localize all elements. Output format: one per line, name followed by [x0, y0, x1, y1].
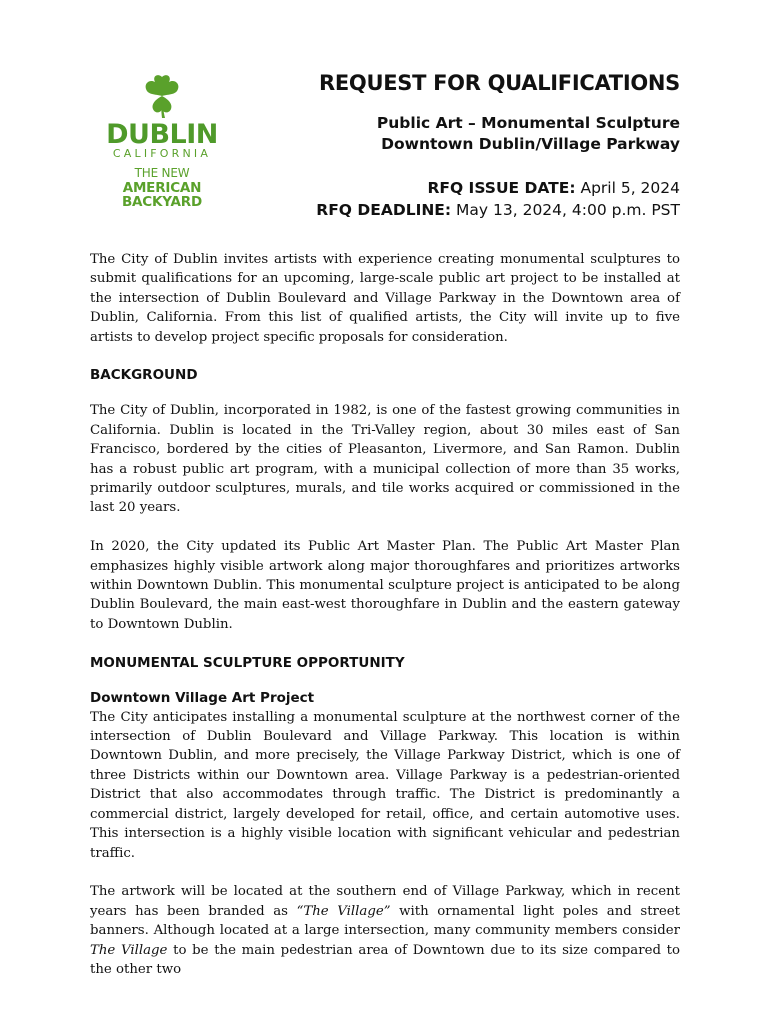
issue-date-value: April 5, 2024	[575, 179, 680, 197]
deadline-value: May 13, 2024, 4:00 p.m. PST	[451, 201, 680, 219]
document-header	[240, 68, 680, 221]
logo-state-name: CALIFORNIA	[112, 147, 212, 160]
emphasis-text: The Village	[90, 942, 168, 958]
subtitle-line: Public Art – Monumental Sculpture	[376, 114, 680, 132]
city-logo	[102, 74, 222, 210]
background-paragraph-2: In 2020, the City updated its Public Art Master Plan. The Public Art Master Plan emphasizes highly visible artwork along major thoroughfares and prioritizes artworks within Downtown Dublin. This monumental sculpture project is anticipated to be along Dublin Boulevard, the main east-west thoroughfare in Dublin and the eastern gateway to Downtown Dublin.	[90, 539, 680, 632]
opportunity-paragraph-2	[90, 882, 680, 979]
logo-tagline-line: AMERICAN	[122, 179, 202, 196]
opportunity-paragraph-1: The City anticipates installing a monumental sculpture at the northwest corner of the intersection of Dublin Boulevard and Village Parkway. This location is within Downtown Dublin, and more precisely, the Village Parkway District, which is one of three Districts within our Downtown area. Village Parkway is a pedestrian-oriented District that also accommodates through traffic. The District is predominantly a commercial district, largely developed for retail, office, and certain automotive uses. This intersection is a highly visible location with significant vehicular and pedestrian traffic.	[90, 709, 680, 861]
section-heading-background: BACKGROUND	[90, 367, 198, 384]
document-body	[90, 250, 680, 979]
deadline	[240, 199, 680, 221]
paragraph-text: with ornamental light poles and street banners. Although located at a large intersection, many community members consider	[90, 903, 680, 939]
subtitle-line: Downtown Dublin/Village Parkway	[381, 135, 680, 153]
background-paragraph-1: The City of Dublin, incorporated in 1982, is one of the fastest growing communities in California. Dublin is located in the Tri-Valley region, about 30 miles east of San Francisco, bordered by the cities of Pleasanton, Livermore, and San Ramon. Dublin has a robust public art program, with a municipal collection of more than 35 works, primarily outdoor sculptures, murals, and tile works acquired or commissioned in the last 20 years.	[90, 403, 680, 516]
deadline-label: RFQ DEADLINE:	[316, 201, 452, 219]
paragraph-text: The artwork will be located at the southern end of Village Parkway, which in recent years has been branded as	[90, 884, 680, 919]
document-title: REQUEST FOR QUALIFICATIONS	[319, 71, 680, 95]
subsection-heading: Downtown Village Art Project	[90, 689, 315, 706]
logo-tagline-line: BACKYARD	[121, 194, 203, 210]
shamrock-icon	[136, 74, 188, 118]
issue-date-label: RFQ ISSUE DATE:	[427, 179, 576, 197]
section-heading-opportunity: MONUMENTAL SCULPTURE OPPORTUNITY	[90, 654, 405, 671]
document-subtitle	[240, 113, 680, 155]
rfq-dates	[240, 177, 680, 221]
issue-date	[240, 177, 680, 199]
logo-tagline	[102, 166, 222, 210]
logo-tagline-line: THE NEW	[134, 166, 190, 180]
paragraph-text: to be the main pedestrian area of Downtown due to its size compared to the other two	[90, 942, 680, 977]
intro-paragraph: The City of Dublin invites artists with experience creating monumental sculptures to submit qualifications for an upcoming, large-scale public art project to be installed at the intersection of Dublin Boulevard and Village Parkway in the Downtown area of Dublin, California. From this list of qualified artists, the City will invite up to five artists to develop project specific proposals for consideration.	[90, 252, 680, 345]
logo-city-name: DUBLIN	[106, 119, 218, 150]
emphasis-text: “The Village”	[296, 903, 391, 919]
